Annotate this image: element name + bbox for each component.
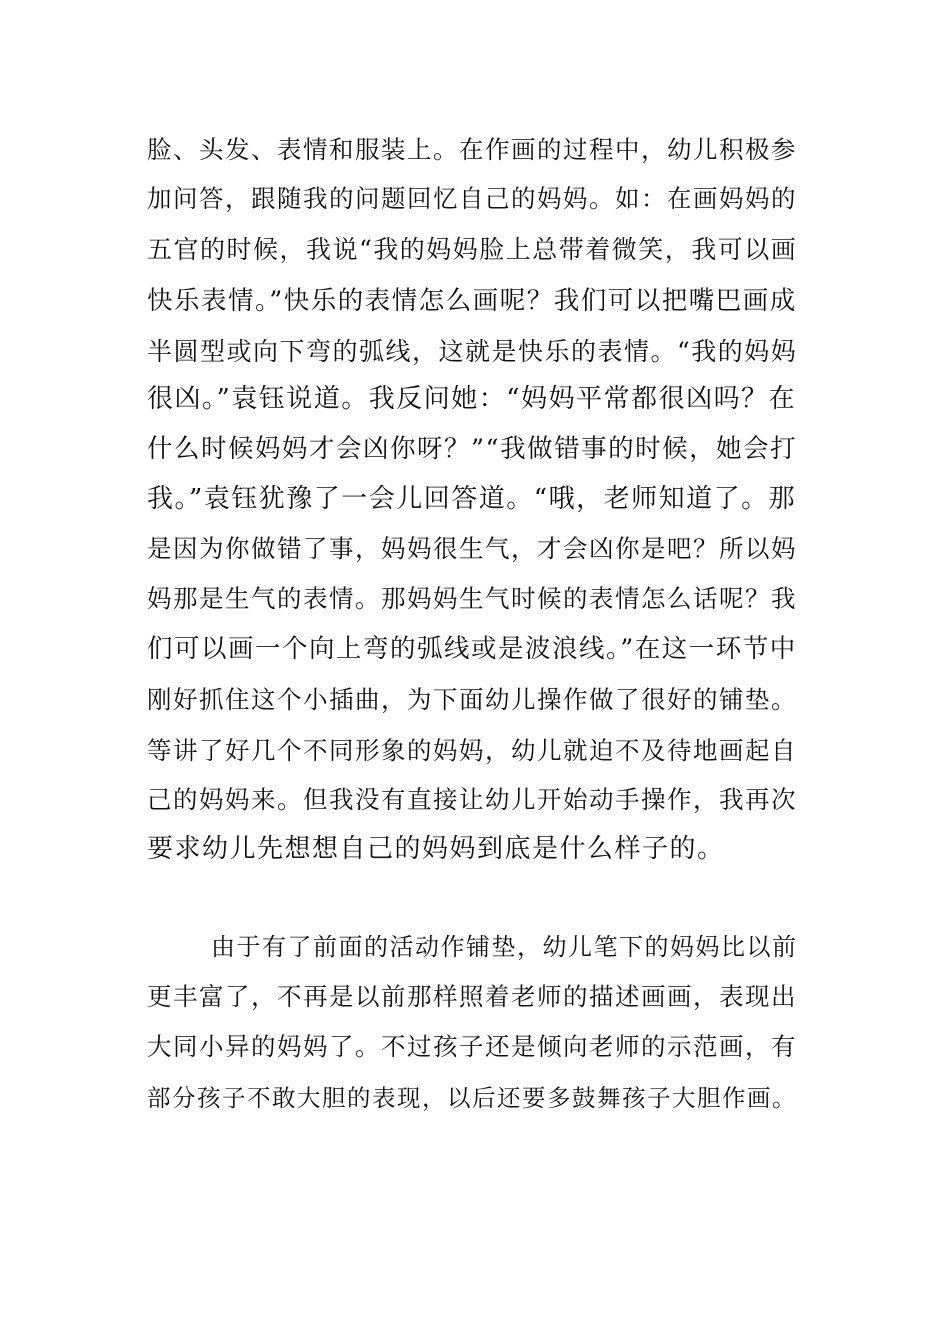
text-line: 我。”袁钰犹豫了一会儿回答道。“哦，老师知道了。那	[147, 484, 797, 514]
text-line: 半圆型或向下弯的弧线，这就是快乐的表情。“我的妈妈	[147, 337, 798, 366]
text-line: 刚好抓住这个小插曲，为下面幼儿操作做了很好的铺垫。	[147, 685, 797, 714]
text-line: 很凶。”袁钰说道。我反问她：“妈妈平常都很凶吗？在	[147, 384, 797, 414]
text-line: 妈那是生气的表情。那妈妈生气时候的表情怎么话呢？我	[147, 584, 797, 613]
text-line: 快乐表情。”快乐的表情怎么画呢？我们可以把嘴巴画成	[147, 286, 797, 316]
text-line: 要求幼儿先想想自己的妈妈到底是什么样子的。	[147, 834, 725, 864]
text-line: 等讲了好几个不同形象的妈妈，幼儿就迫不及待地画起自	[147, 736, 797, 765]
text-line: 由于有了前面的活动作铺垫，幼儿笔下的妈妈比以前	[211, 933, 798, 961]
text-line: 加问答，跟随我的问题回忆自己的妈妈。如：在画妈妈的	[147, 184, 797, 213]
text-line: 脸、头发、表情和服装上。在作画的过程中，幼儿积极参	[147, 135, 797, 164]
text-line: 己的妈妈来。但我没有直接让幼儿开始动手操作，我再次	[147, 785, 797, 814]
text-line: 部分孩子不敢大胆的表现，以后还要多鼓舞孩子大胆作画。	[147, 1084, 797, 1112]
text-line: 大同小异的妈妈了。不过孩子还是倾向老师的示范画，有	[147, 1032, 797, 1061]
text-line: 更丰富了，不再是以前那样照着老师的描述画画，表现出	[147, 982, 797, 1011]
text-line: 什么时候妈妈才会凶你呀？”“我做错事的时候，她会打	[147, 434, 798, 464]
text-line: 们可以画一个向上弯的弧线或是波浪线。”在这一环节中	[147, 634, 797, 664]
text-line: 是因为你做错了事，妈妈很生气，才会凶你是吧？所以妈	[147, 534, 797, 563]
text-line: 五官的时候，我说“我的妈妈脸上总带着微笑，我可以画	[147, 235, 798, 264]
